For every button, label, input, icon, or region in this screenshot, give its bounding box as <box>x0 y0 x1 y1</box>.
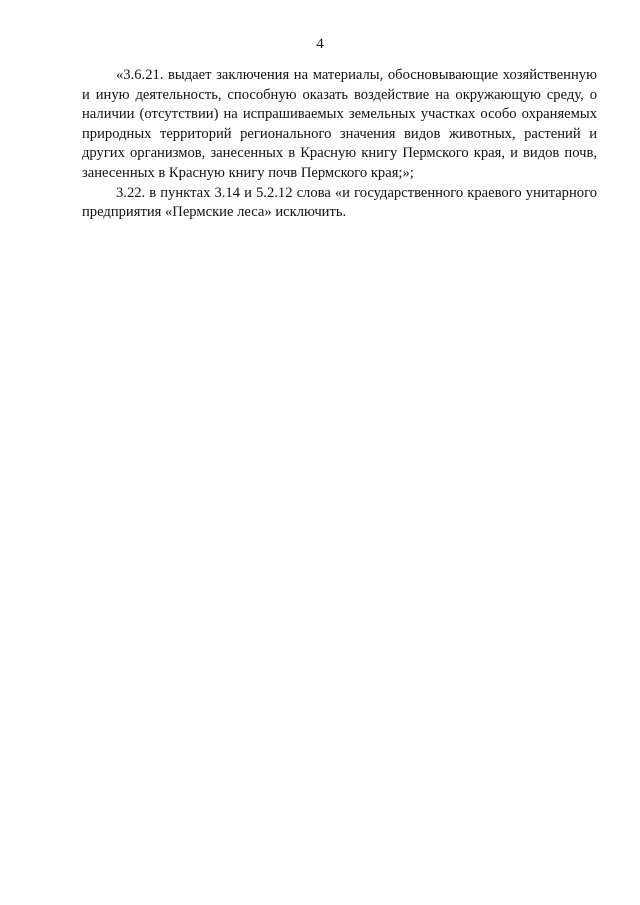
paragraph-3-6-21: «3.6.21. выдает заключения на материалы, обосновывающие хозяйственную и иную деятельность, способную оказать воздействие на окружающую среду, о наличии (отсутствии) на испрашиваемых земельных участках особо охраняемых природных территорий регионального значения видов животных, растений и других организмов, занесенных в Красную книгу Пермского края, и видов почв, занесенных в Красную книгу почв Пермского края;»; <box>82 67 597 181</box>
document-body <box>82 66 597 223</box>
paragraph-3-22: 3.22. в пунктах 3.14 и 5.2.12 слова «и государственного краевого унитарного предприятия «Пермские леса» исключить. <box>82 184 597 221</box>
page-number: 4 <box>316 36 324 52</box>
